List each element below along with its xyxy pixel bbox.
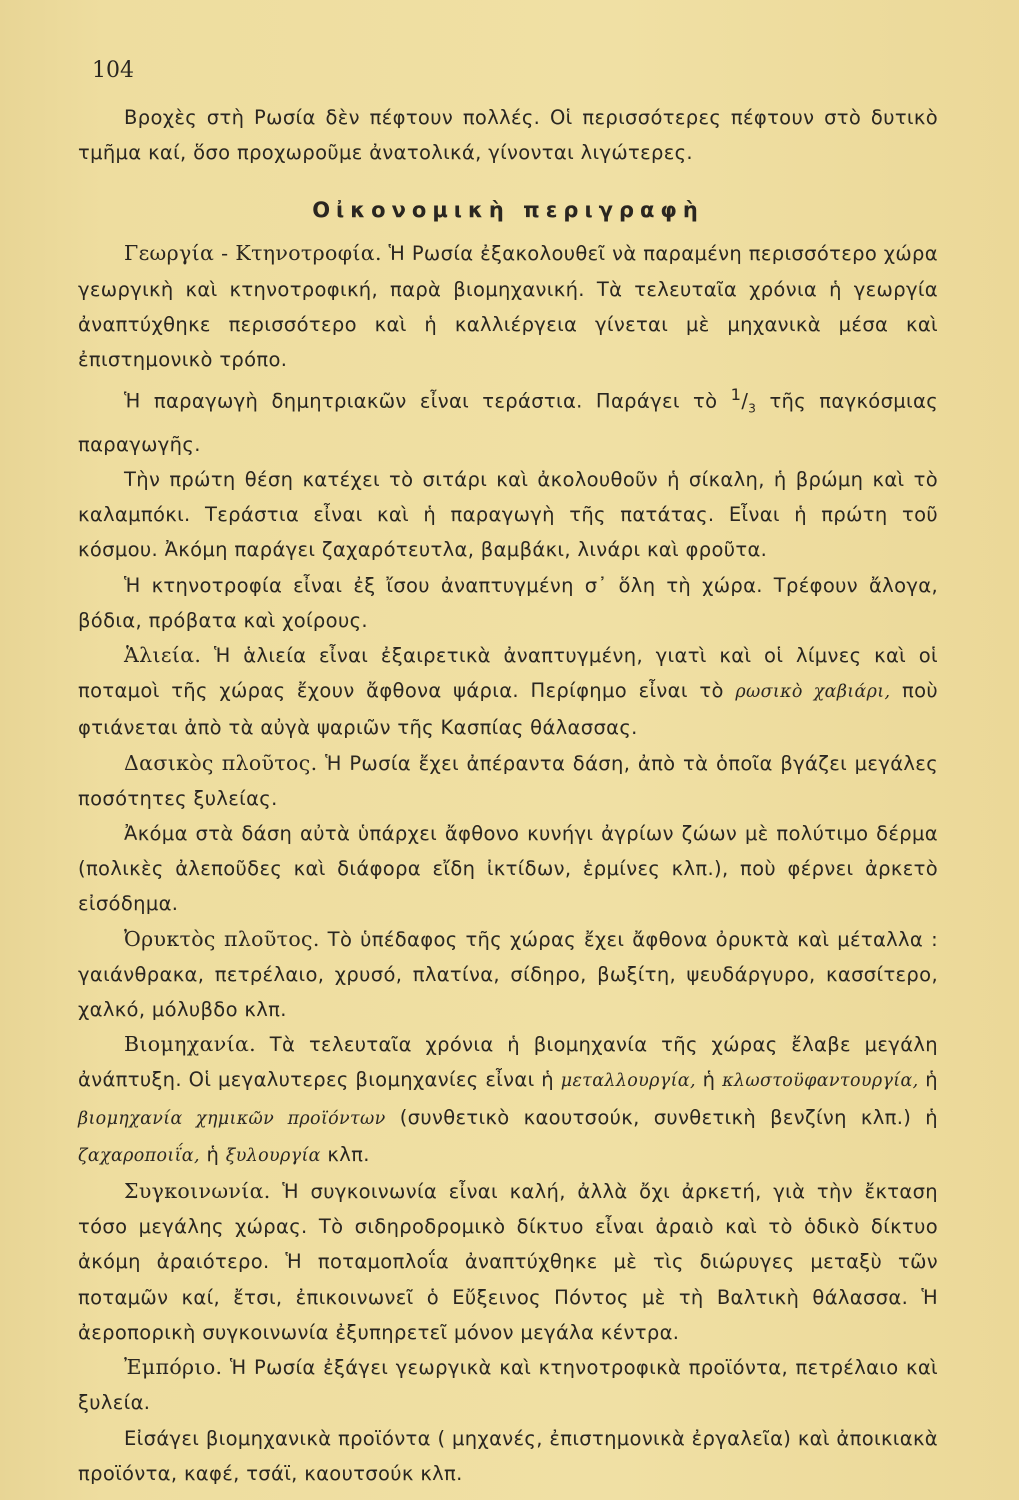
mineral-paragraph: [78, 922, 938, 1028]
agriculture-lead: Γεωργία - Κτηνοτροφία.: [124, 241, 382, 266]
fishing-lead: Ἁλιεία.: [124, 643, 202, 668]
fraction-numerator: 1: [730, 385, 742, 405]
industry-text-3: ἡ: [918, 1068, 938, 1092]
fishing-text-2: ποὺ φτιάνεται ἀπὸ τὰ αὐγὰ ψαριῶν τῆς Κασπίας θάλασσας.: [78, 679, 938, 740]
transport-lead: Συγκοινωνία.: [124, 1179, 271, 1204]
industry-italic-1: μεταλλουργία,: [560, 1071, 696, 1092]
grain-text-after: τῆς παγκόσμιας παραγωγῆς.: [78, 389, 938, 456]
imports-paragraph: Εἰσάγει βιομηχανικὰ προϊόντα ( μηχανές, ἐπιστημονικὰ ἐργαλεῖα) καὶ ἀποικιακὰ προϊόντα, καφέ, τσάϊ, καουτσούκ κλπ.: [78, 1426, 938, 1485]
forest-text: Ἡ Ρωσία ἔχει ἀπέραντα δάση, ἀπὸ τὰ ὁποῖα βγάζει μεγάλες ποσότητες ξυλείας.: [78, 751, 938, 810]
wheat-paragraph: Τὴν πρώτη θέση κατέχει τὸ σιτάρι καὶ ἀκολουθοῦν ἡ σίκαλη, ἡ βρώμη καὶ τὸ καλαμπόκι. Τεράστια εἶναι καὶ ἡ παραγωγὴ τῆς πατάτας. Εἶναι ἡ πρώτη τοῦ κόσμου. Ἀκόμη παράγει ζαχαρότευτλα, βαμβάκι, λινάρι καὶ φροῦτα.: [78, 468, 938, 562]
trade-paragraph: [78, 1350, 938, 1420]
industry-text-1: Τὰ τελευταῖα χρόνια ἡ βιομηχανία τῆς χώρας ἔλαβε μεγάλη ἀνάπτυξη. Οἱ μεγαλυτερες βιομηχανίες εἶναι ἡ: [78, 1033, 938, 1092]
intro-paragraph: Βροχὲς στὴ Ρωσία δὲν πέφτουν πολλές. Οἱ περισσότερες πέφτουν στὸ δυτικὸ τμῆμα καί, ὅσο προχωροῦμε ἀνατολικά, γίνονται λιγώτερες.: [78, 106, 938, 165]
page-text: [78, 100, 938, 1491]
grain-paragraph: Ἡ παραγωγὴ δημητριακῶν εἶναι τεράστια. Παράγει τὸ $^1/_3$ τῆς παγκόσμιας παραγωγῆς.: [78, 385, 938, 456]
industry-text-6: κλπ.: [320, 1142, 370, 1166]
industry-text-2: ἡ: [695, 1068, 723, 1092]
mineral-text: Τὸ ὑπέδαφος τῆς χώρας ἔχει ἄφθονα ὀρυκτὰ καὶ μέταλλα : γαιάνθρακα, πετρέλαιο, χρυσό, πλατίνα, σίδηρο, βωξίτη, ψευδάργυρο, κασσίτερο, χαλκό, μόλυβδο κλπ.: [78, 927, 938, 1022]
forest-lead: Δασικὸς πλοῦτος.: [124, 750, 318, 775]
industry-text-5: ἡ: [199, 1142, 226, 1166]
trade-lead: Ἐμπόριο.: [124, 1355, 223, 1380]
transport-text: Ἡ συγκοινωνία εἶναι καλή, ἀλλὰ ὄχι ἀρκετή, γιὰ τὴν ἔκταση τόσο μεγάλης χώρας. Τὸ σιδηροδρομικὸ δίκτυο εἶναι ἀραιὸ καὶ τὸ ὁδικὸ δίκτυο ἀκόμη ἀραιότερο. Ἡ ποταμοπλοΐα ἀναπτύχθηκε μὲ τὶς διώρυγες μεταξὺ τῶν ποταμῶν καί, ἔτσι, ἐπικοινωνεῖ ὁ Εὔξεινος Πόντος μὲ τὴ Βαλτικὴ θάλασσα. Ἡ ἀεροπορικὴ συγκοινωνία ἐξυπηρετεῖ μόνον μεγάλα κέντρα.: [78, 1180, 938, 1344]
page-number: 104: [92, 58, 134, 83]
agriculture-text: Ἡ Ρωσία ἐξακολουθεῖ νὰ παραμένη περισσότερο χώρα γεωργικὴ καὶ κτηνοτροφική, παρὰ βιομηχανική. Τὰ τελευταῖα χρόνια ἡ γεωργία ἀναπτύχθηκε περισσότερο καὶ ἡ καλλιέργεια γίνεται μὲ μηχανικὰ μέσα καὶ ἐπιστημονικὸ τρόπο.: [78, 242, 938, 372]
industry-text-4: (συνθετικὸ καουτσούκ, συνθετικὴ βενζίνη κλπ.) ἡ: [385, 1105, 938, 1129]
trade-text: Ἡ Ρωσία ἐξάγει γεωργικὰ καὶ κτηνοτροφικὰ προϊόντα, πετρέλαιο καὶ ξυλεία.: [78, 1356, 938, 1415]
industry-italic-3: βιομηχανία χημικῶν προϊόντων: [78, 1108, 386, 1129]
livestock-paragraph: Ἡ κτηνοτροφία εἶναι ἐξ ἴσου ἀναπτυγμένη σ᾿ ὅλη τὴ χώρα. Τρέφουν ἄλογα, βόδια, πρόβατα καὶ χοίρους.: [78, 573, 938, 632]
industry-lead: Βιομηχανία.: [124, 1032, 257, 1057]
fishing-text-1: Ἡ ἁλιεία εἶναι ἐξαιρετικὰ ἀναπτυγμένη, γιατὶ καὶ οἱ λίμνες καὶ οἱ ποταμοὶ τῆς χώρας ἔχουν ἄφθονα ψάρια. Περίφημο εἶναι τὸ: [78, 644, 938, 703]
forest-paragraph: [78, 746, 938, 816]
fishing-paragraph: [78, 638, 938, 746]
agriculture-paragraph: [78, 236, 938, 377]
mineral-lead: Ὀρυκτὸς πλοῦτος.: [124, 926, 320, 951]
caviar-italic: ρωσικὸ χαβιάρι,: [735, 682, 891, 703]
hunting-paragraph: Ἀκόμα στὰ δάση αὐτὰ ὑπάρχει ἄφθονο κυνήγι ἀγρίων ζώων μὲ πολύτιμο δέρμα (πολικὲς ἀλεποῦδες καὶ διάφορα εἴδη ἰκτίδων, ἑρμίνες κλπ.), ποὺ φέρνει ἀρκετὸ εἰσόδημα.: [78, 822, 938, 916]
industry-paragraph: [78, 1027, 938, 1174]
fraction-denominator: 3: [748, 401, 757, 416]
grain-text-before: Ἡ παραγωγὴ δημητριακῶν εἶναι τεράστια. Παράγει τὸ: [124, 389, 731, 413]
transport-paragraph: [78, 1174, 938, 1350]
industry-italic-4: ζαχαροποιΐα,: [78, 1145, 200, 1166]
industry-italic-5: ξυλουργία: [225, 1145, 321, 1166]
section-heading: Οἰκονομικὴ περιγραφὴ: [312, 198, 704, 223]
industry-italic-2: κλωστοϋφαντουργία,: [722, 1071, 919, 1092]
